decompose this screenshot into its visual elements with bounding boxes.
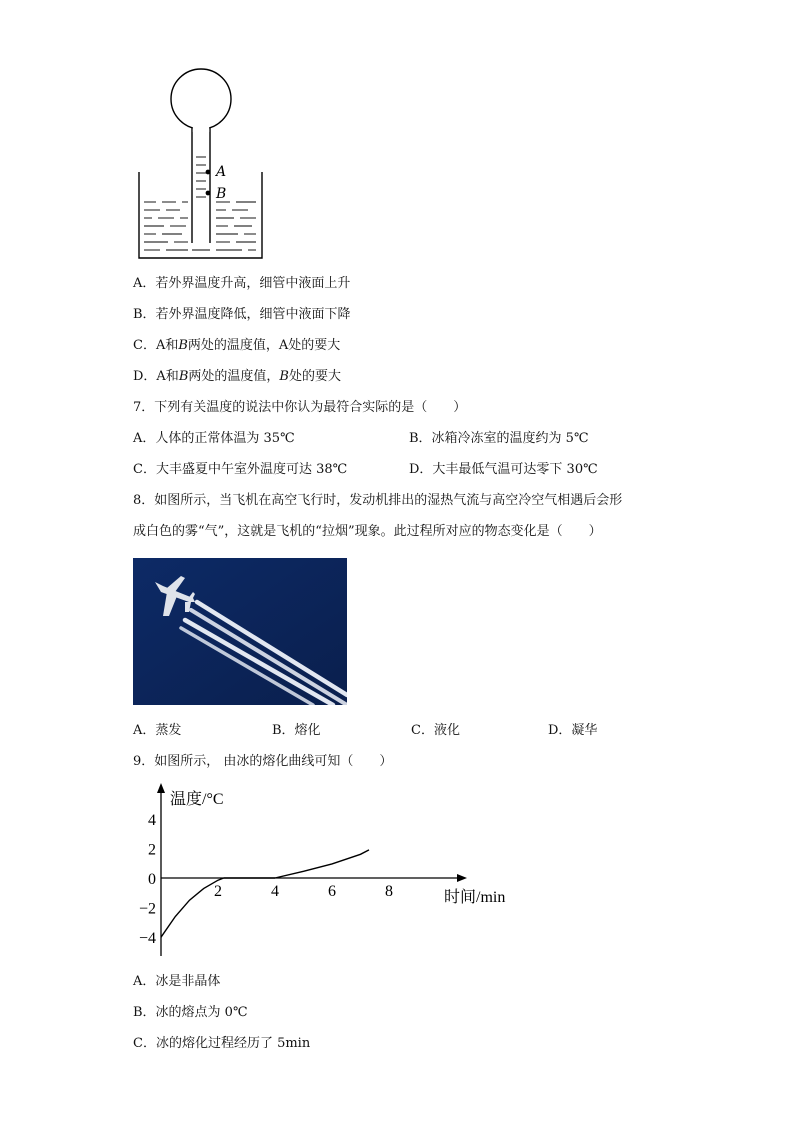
- y-tick-label: −2: [138, 900, 156, 918]
- q9-option-b: B．冰的熔点为 0℃: [133, 1005, 248, 1020]
- x-axis-arrow: [457, 874, 467, 882]
- q6-option-a: A．若外界温度升高，细管中液面上升: [133, 276, 351, 291]
- y-axis-arrow: [157, 783, 165, 793]
- y-tick-label: 4: [148, 811, 156, 829]
- q9-option-a: A．冰是非晶体: [133, 974, 221, 989]
- q8-stem-line1: 8．如图所示，当飞机在高空飞行时，发动机排出的湿热气流与高空冷空气相遇后会形: [133, 493, 623, 508]
- thermometer-bulb: [171, 69, 231, 129]
- y-tick-label: 0: [148, 871, 156, 888]
- beaker-water: [144, 202, 256, 250]
- q8-option-a: A．蒸发: [133, 723, 182, 738]
- label-b: B: [216, 186, 227, 202]
- q8-option-d: D．凝华: [548, 723, 598, 738]
- beaker: [139, 172, 262, 258]
- airplane-contrail-photo: [133, 558, 347, 705]
- x-tick-label: 4: [271, 883, 279, 900]
- q7-option-c: C．大丰盛夏中午室外温度可达 38℃: [133, 462, 348, 477]
- y-tick-label: 2: [148, 841, 156, 859]
- chart-curve: [161, 850, 369, 937]
- q7-option-b: B．冰箱冷冻室的温度约为 5℃: [409, 431, 589, 446]
- chart-ticks: [139, 812, 393, 947]
- q7-option-d: D．大丰最低气温可达零下 30℃: [409, 462, 598, 477]
- q6-option-d-italic: B: [178, 369, 189, 384]
- q6-option-c-italic: B: [178, 338, 188, 353]
- q6-option-b: B．若外界温度降低，细管中液面下降: [133, 307, 351, 322]
- point-b: [206, 191, 211, 196]
- q8-option-c: C．液化: [411, 723, 460, 738]
- q9-option-c: C．冰的熔化过程经历了 5min: [133, 1036, 311, 1051]
- q6-option-d-prefix: D．A和: [133, 369, 179, 384]
- q9-stem: 9．如图所示， 由冰的熔化曲线可知（ ）: [133, 754, 393, 769]
- q6-option-d-suffix: 处的要大: [288, 369, 341, 384]
- q6-option-c-prefix: C．A和: [133, 338, 179, 353]
- curve-segment-3: [275, 850, 369, 878]
- ice-melting-curve-chart: [130, 780, 530, 960]
- q6-option-d: [133, 368, 341, 386]
- q6-option-d-mid: 两处的温度值，: [188, 369, 280, 384]
- y-tick-label: −4: [138, 930, 156, 948]
- point-a: [206, 170, 211, 175]
- q7-option-a: A．人体的正常体温为 35℃: [133, 431, 295, 446]
- q7-stem: 7．下列有关温度的说法中你认为最符合实际的是（ ）: [133, 400, 467, 415]
- thermometer-figure: [130, 62, 270, 262]
- x-tick-label: 2: [214, 883, 222, 900]
- q8-option-b: B．熔化: [272, 723, 321, 738]
- q6-option-c: [133, 337, 340, 355]
- x-axis-label: 时间/min: [444, 889, 506, 906]
- q8-stem-line2: 成白色的雾“气”，这就是飞机的“拉烟”现象。此过程所对应的物态变化是（ ）: [133, 524, 602, 539]
- x-tick-label: 8: [385, 883, 393, 900]
- q6-option-c-suffix: 两处的温度值，A处的要大: [187, 338, 341, 353]
- y-axis-label: 温度/°C: [170, 791, 224, 808]
- x-tick-label: 6: [328, 883, 336, 900]
- label-a: A: [216, 164, 227, 180]
- q6-option-d-italic2: B: [279, 369, 289, 384]
- tube-liquid: [196, 157, 206, 197]
